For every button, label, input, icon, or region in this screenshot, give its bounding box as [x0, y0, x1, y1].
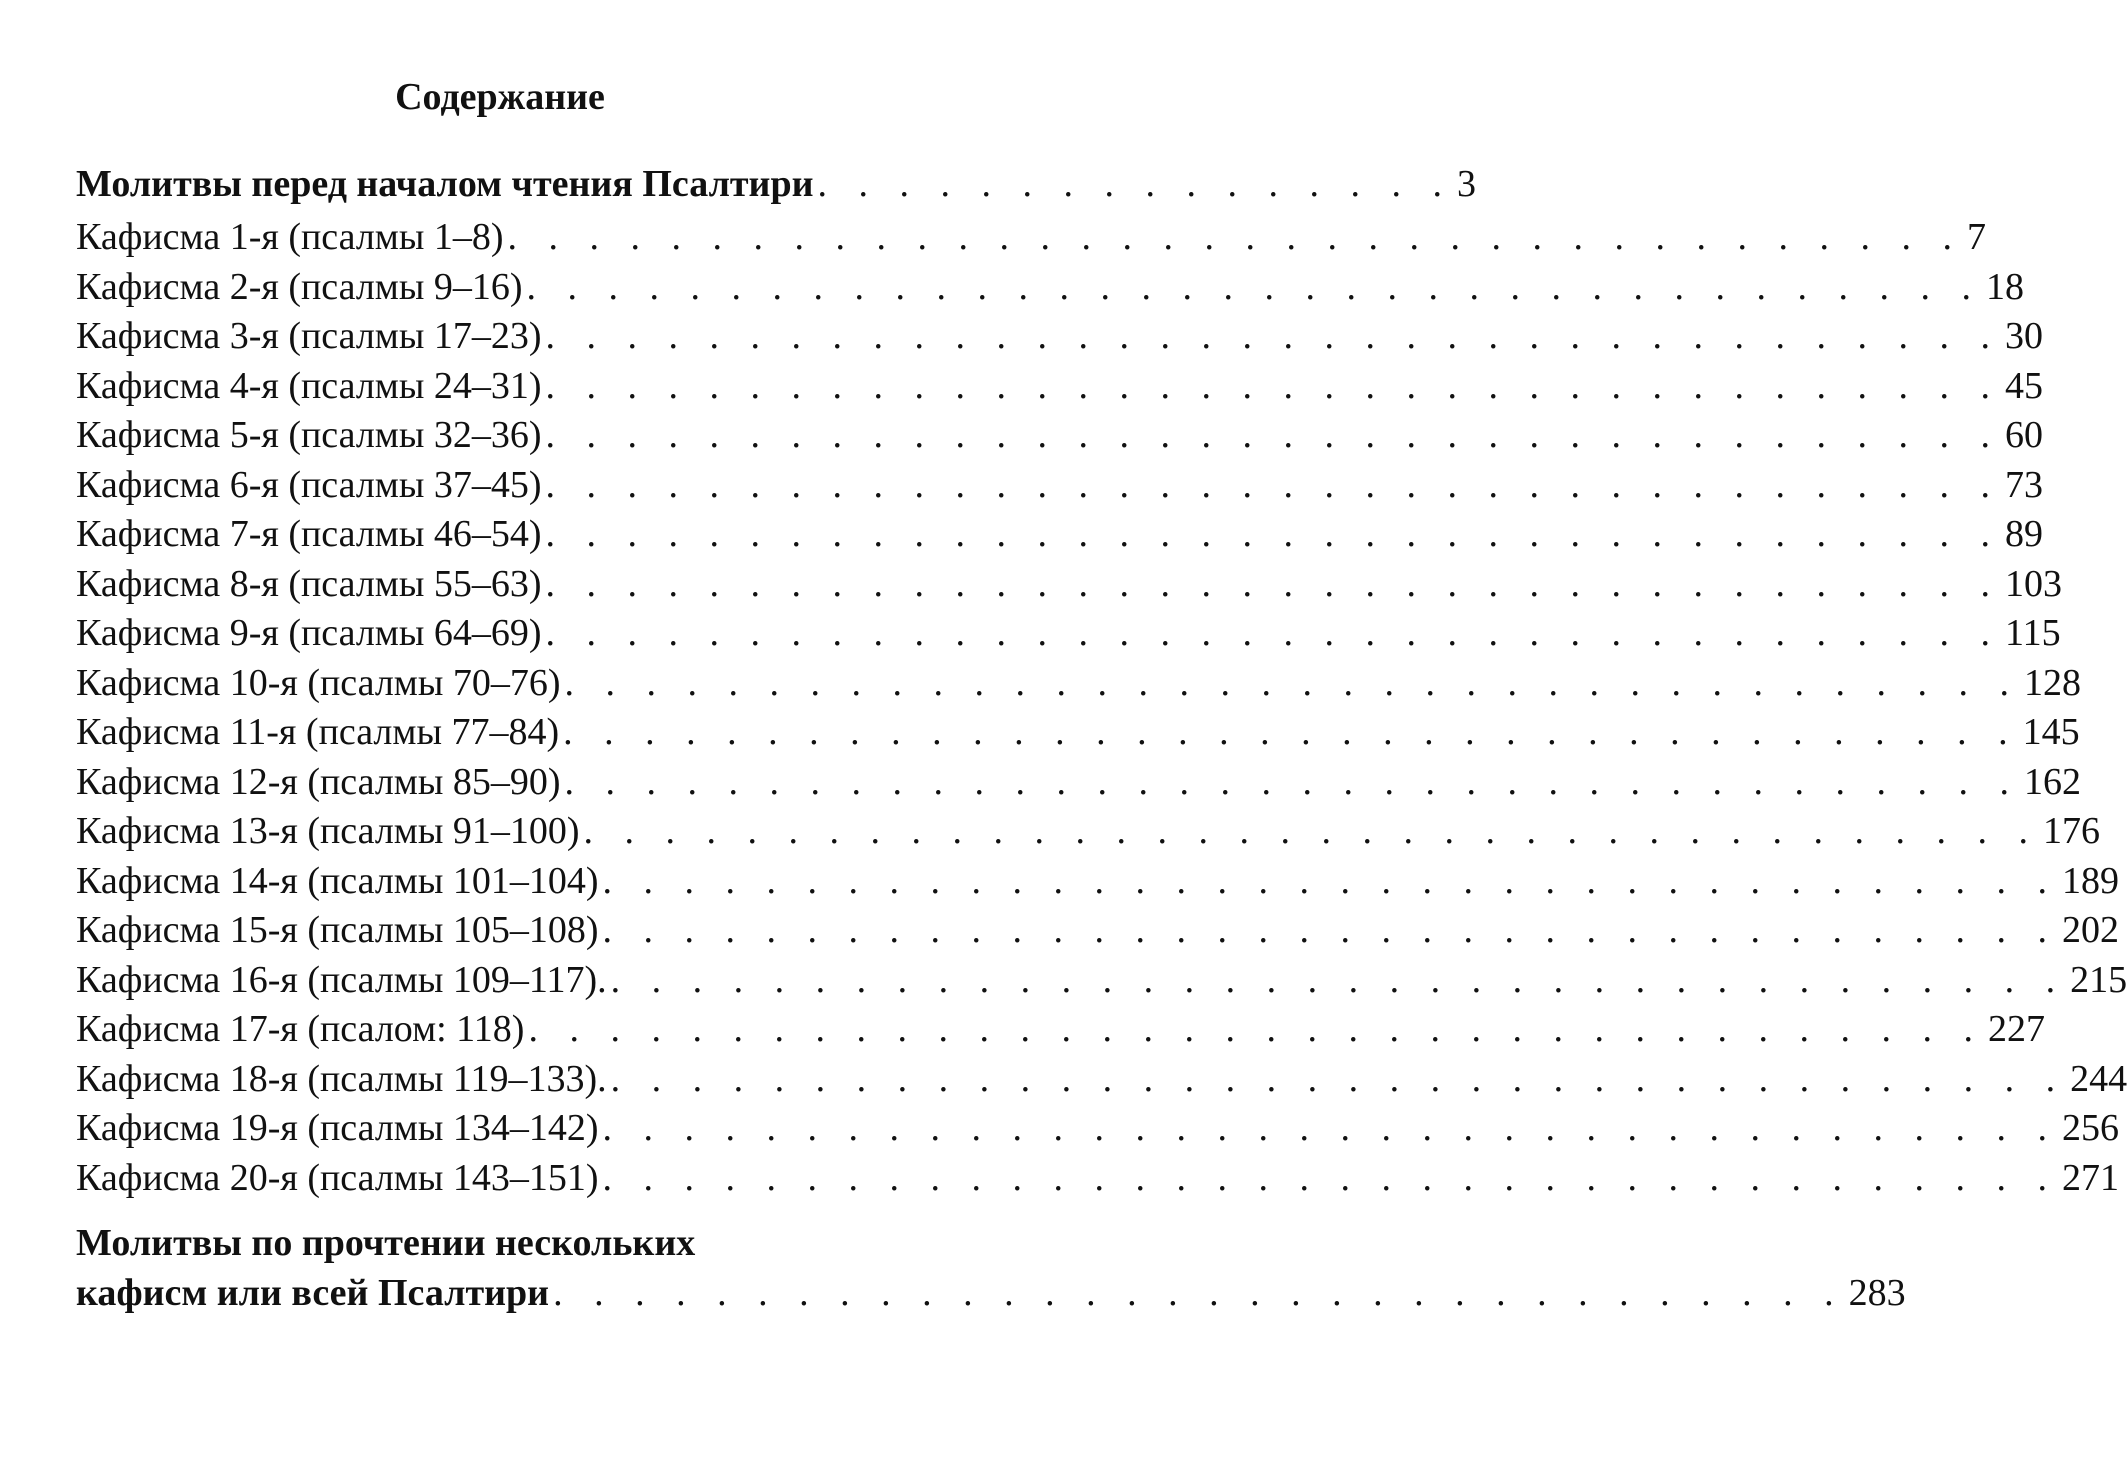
toc-entry-kathisma: [76, 758, 2082, 808]
table-of-contents: [76, 160, 2127, 1318]
dot-leader: . . . . . . . . . . . . . . . . . . . . . . . . . . . . . . . .: [553, 1271, 1845, 1314]
toc-entry-title: Молитвы перед началом чтения Псалтири: [76, 163, 814, 205]
toc-entry-page: 45: [2005, 364, 2044, 407]
toc-entry-title: Кафисма 17-я (псалом: 118): [76, 1008, 525, 1050]
toc-entry-title: Кафисма 8-я (псалмы 55–63): [76, 562, 542, 605]
page-heading: Содержание: [395, 76, 605, 118]
toc-entry-title: Кафисма 20-я (псалмы 143–151): [76, 1156, 599, 1199]
toc-entry-page: 115: [2005, 612, 2061, 654]
dot-leader: . . . . . . . . . . . . . . . . . . . . . . . . . . . . . . . . . . . .: [545, 463, 2002, 506]
toc-entry-title: Кафисма 9-я (псалмы 64–69): [76, 612, 542, 654]
toc-entry-title: Кафисма 12-я (псалмы 85–90): [76, 760, 561, 803]
toc-entry-kathisma: [76, 956, 2127, 1006]
toc-entry-kathisma: [76, 1154, 2120, 1204]
dot-leader: . . . . . . . . . . . . . . . . . . . . . . . . . . . . . . . . . . . .: [602, 1156, 2059, 1199]
toc-entry-title: Кафисма 18-я (псалмы 119–133).: [76, 1057, 607, 1100]
toc-entry-page: 244: [2070, 1057, 2127, 1100]
toc-entry-page: 73: [2005, 463, 2044, 506]
dot-leader: . . . . . . . . . . . . . . . . . . . . . . . . . . . . . . . . . . . .: [545, 364, 2002, 407]
toc-entry-page: 145: [2022, 711, 2080, 753]
toc-entry-closing-prayers-line2: [76, 1269, 1906, 1319]
toc-entry-title: Кафисма 15-я (псалмы 105–108): [76, 909, 599, 951]
toc-entry-page: 3: [1456, 163, 1476, 205]
toc-entry-kathisma: [76, 560, 2063, 610]
dot-leader: . . . . . . . . . . . . . . . . . . . . . . . . . . . . . . . . . . . .: [564, 661, 2021, 704]
toc-entry-kathisma: [76, 1055, 2127, 1105]
dot-leader: . . . . . . . . . . . . . . . . . . . . . . . . . . . . . . . . . . . .: [526, 265, 1983, 308]
toc-entry-kathisma: [76, 609, 2061, 659]
toc-entry-kathisma: [76, 263, 2025, 313]
dot-leader: . . . . . . . . . . . . . . . . . . . . . . . . . . . . . . . . . . . .: [545, 414, 2002, 456]
toc-entry-kathisma: [76, 857, 2120, 907]
dot-leader: . . . . . . . . . . . . . . . . . . . . . . . . . . . . . . . . . . . .: [545, 513, 2002, 555]
toc-entry-page: 7: [1967, 216, 1987, 258]
toc-entry-page: 60: [2005, 414, 2044, 456]
toc-entry-title: Кафисма 3-я (псалмы 17–23): [76, 315, 542, 357]
dot-leader: . . . . . . . . . . . . . . . . . . . . . . . . . . . . . . . . . . . .: [545, 612, 2002, 654]
toc-entry-page: 215: [2070, 958, 2127, 1001]
dot-leader: . . . . . . . . . . . . . . . . . . . . . . . . . . . . . . . . . . . .: [507, 216, 1964, 258]
toc-entry-page: 202: [2062, 909, 2120, 951]
dot-leader: . . . . . . . . . . . . . . . . . . . . . . . . . . . . . . . . . . . .: [602, 909, 2059, 951]
toc-entry-kathisma: [76, 461, 2044, 511]
toc-entry-kathisma: [76, 807, 2101, 857]
toc-entry-kathisma: [76, 1104, 2120, 1154]
toc-entry-kathisma: [76, 510, 2044, 560]
toc-entry-page: 227: [1987, 1008, 2045, 1050]
toc-entry-title: кафисм или всей Псалтири: [76, 1271, 550, 1314]
toc-entry-page: 30: [2005, 315, 2044, 357]
toc-entry-page: 18: [1986, 265, 2025, 308]
toc-entry-title: Кафисма 19-я (псалмы 134–142): [76, 1107, 599, 1149]
dot-leader: . . . . . . . . . . . . . . . . . . . . . . . . . . . . . . . . . . . .: [610, 958, 2067, 1001]
toc-entry-page: 128: [2024, 661, 2082, 704]
toc-entry-page: 103: [2005, 562, 2063, 605]
dot-leader: . . . . . . . . . . . . . . . . . . . . . . . . . . . . . . . . . . . .: [602, 859, 2059, 902]
dot-leader: . . . . . . . . . . . . . . . . . . . . . . . . . . . . . . . . . . . .: [610, 1057, 2067, 1100]
toc-entry-page: 189: [2062, 859, 2120, 902]
toc-entry-title: Кафисма 2-я (псалмы 9–16): [76, 265, 523, 308]
toc-entry-kathisma: [76, 659, 2082, 709]
toc-entry-title: Молитвы по прочтении нескольких: [76, 1222, 696, 1264]
toc-entry-opening-prayers: [76, 160, 1476, 213]
toc-entry-kathisma: [76, 708, 2080, 758]
toc-entry-title: Кафисма 16-я (псалмы 109–117).: [76, 958, 607, 1001]
toc-entry-page: 271: [2062, 1156, 2120, 1199]
dot-leader: . . . . . . . . . . . . . . . .: [817, 163, 1453, 205]
toc-entry-closing-prayers-line1: [76, 1219, 938, 1269]
toc-entry-kathisma: [76, 312, 2044, 362]
dot-leader: . . . . . . . . . . . . . . . . . . . . . . . . . . . . . . . . . . . .: [602, 1107, 2059, 1149]
toc-entry-kathisma: [76, 906, 2120, 956]
toc-entry-page: 176: [2043, 810, 2101, 852]
dot-leader: . . . . . . . . . . . . . . . . . . . . . . . . . . . . . . . . . . . .: [545, 315, 2002, 357]
toc-entry-title: Кафисма 10-я (псалмы 70–76): [76, 661, 561, 704]
kathismata-list: [76, 213, 2127, 1203]
toc-entry-title: Кафисма 11-я (псалмы 77–84): [76, 711, 560, 753]
toc-entry-title: Кафисма 6-я (псалмы 37–45): [76, 463, 542, 506]
toc-entry-kathisma: [76, 1005, 2045, 1055]
dot-leader: . . . . . . . . . . . . . . . . . . . . . . . . . . . . . . . . . . . .: [564, 760, 2021, 803]
toc-entry-title: Кафисма 13-я (псалмы 91–100): [76, 810, 580, 852]
toc-entry-page: 89: [2005, 513, 2044, 555]
toc-entry-page: 283: [1848, 1271, 1906, 1314]
toc-entry-title: Кафисма 4-я (псалмы 24–31): [76, 364, 542, 407]
toc-entry-title: Кафисма 14-я (псалмы 101–104): [76, 859, 599, 902]
toc-entry-kathisma: [76, 362, 2044, 412]
toc-entry-kathisma: [76, 213, 1987, 263]
toc-entry-title: Кафисма 1-я (псалмы 1–8): [76, 216, 504, 258]
dot-leader: . . . . . . . . . . . . . . . . . . . . . . . . . . . . . . . . . . . .: [528, 1008, 1984, 1050]
toc-entry-page: 256: [2062, 1107, 2120, 1149]
toc-entry-kathisma: [76, 411, 2044, 461]
toc-entry-page: 162: [2024, 760, 2082, 803]
dot-leader: . . . . . . . . . . . . . . . . . . . . . . . . . . . . . . . . . . . .: [583, 810, 2040, 852]
dot-leader: . . . . . . . . . . . . . . . . . . . . . . . . . . . . . . . . . . . .: [563, 711, 2019, 753]
dot-leader: . . . . . . . . . . . . . . . . . . . . . . . . . . . . . . . . . . . .: [545, 562, 2002, 605]
toc-entry-title: Кафисма 7-я (псалмы 46–54): [76, 513, 542, 555]
toc-entry-title: Кафисма 5-я (псалмы 32–36): [76, 414, 542, 456]
